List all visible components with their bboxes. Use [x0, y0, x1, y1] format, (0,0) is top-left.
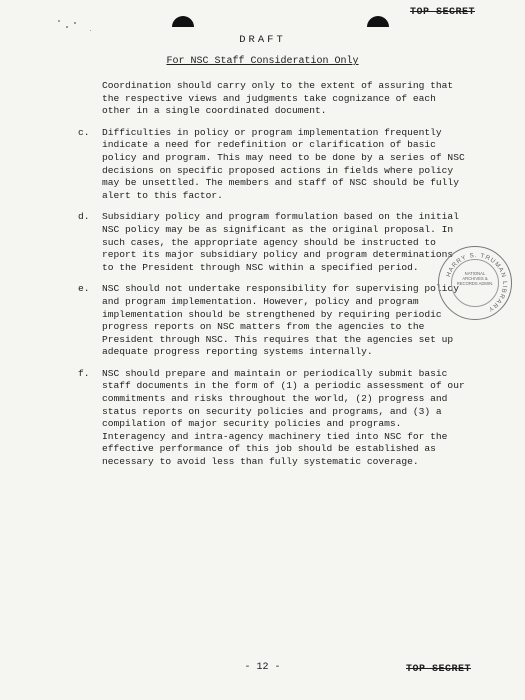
page-number: - 12 -	[244, 662, 281, 673]
item-text: NSC should not undertake responsibility for supervising policy and program implementation. However, policy and program implementation should be strengthened by requiring periodic progress reports on NSC matters from the agencies to the President through NSC. This requires that the agencies set up adequate progress reporting systems internally.	[102, 283, 459, 358]
scan-speck	[74, 22, 76, 24]
list-item-e	[78, 283, 468, 359]
subheading-text: For NSC Staff Consideration Only	[166, 56, 359, 67]
classification-marking-top: TOP SECRET	[409, 7, 475, 18]
document-body	[78, 80, 468, 478]
item-text: Subsidiary policy and program formulation based on the initial NSC policy may be as significant as the original proposal. In such cases, the appropriate agency should be instructed to report its major subsidiary policy and program determinations to the President through NSC within a specified period.	[102, 211, 459, 273]
scan-speck	[90, 30, 91, 31]
classification-marking-bottom: TOP SECRET	[405, 664, 471, 675]
list-item-f	[78, 368, 468, 469]
list-item-d	[78, 211, 468, 274]
item-text: NSC should prepare and maintain or periodically submit basic staff documents in the form of (1) a periodic assessment of our commitments and risks throughout the world, (2) progress and status reports on security policies and programs, and (3) a compilation of major security policies and programs. Interagency and intra-agency machinery tied into NSC for the effective performance of this job should be established as necessary to avoid less than fully systematic coverage.	[102, 367, 465, 468]
item-letter: e.	[78, 283, 90, 295]
scan-speck	[58, 20, 60, 22]
item-text: Difficulties in policy or program implementation frequently indicate a need for redefinition or clarification of basic policy and program. This may need to be done by a series of NSC decisions on specific proposed actions in fields where policy may be unsettled. The members and staff of NSC should be fully alert to this factor.	[102, 126, 465, 201]
document-subheading	[0, 56, 525, 69]
scan-speck	[66, 26, 68, 28]
item-letter: d.	[78, 211, 90, 223]
intro-paragraph: Coordination should carry only to the extent of assuring that the respective views and judgments take cognizance of each other in a single coordinated document.	[102, 80, 454, 117]
item-letter: c.	[78, 126, 90, 138]
stamp-center-text: NATIONAL ARCHIVES & RECORDS ADMIN.	[456, 271, 494, 286]
list-item-c	[78, 127, 468, 203]
archive-stamp	[438, 246, 512, 320]
item-letter: f.	[78, 367, 90, 379]
stamp-ring-text: HARRY S. TRUMAN LIBRARY	[445, 251, 509, 313]
document-heading: DRAFT	[239, 34, 286, 46]
